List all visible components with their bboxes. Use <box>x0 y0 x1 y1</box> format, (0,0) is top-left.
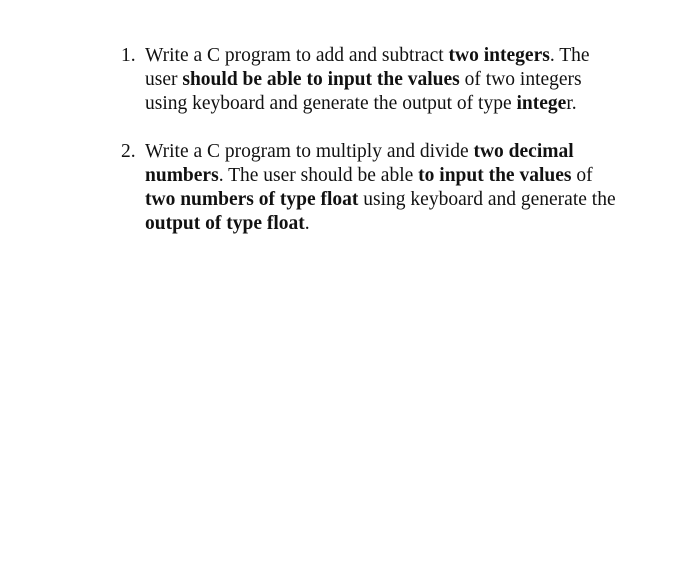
bold-segment: two decimal numbers <box>145 141 574 186</box>
list-item-text <box>145 44 621 116</box>
bold-segment: intege <box>516 93 567 114</box>
bold-segment: to input the values <box>418 165 572 186</box>
text-segment: of <box>571 165 593 186</box>
bold-segment: two numbers of type float <box>145 189 359 210</box>
list-item <box>121 140 621 236</box>
text-segment: . <box>304 213 310 234</box>
text-segment: Write a C program to multiply and divide <box>145 141 474 162</box>
bold-segment: output of type float <box>145 213 305 234</box>
text-segment: r. <box>566 93 577 114</box>
bold-segment: should be able to input the values <box>182 69 460 90</box>
text-segment: using keyboard and generate the <box>358 189 616 210</box>
text-segment: Write a C program to add and subtract <box>145 45 449 66</box>
text-segment: . The user <box>145 45 590 90</box>
bold-segment: two integers <box>448 45 550 66</box>
text-segment: of two integers using keyboard and generate the output of type <box>145 69 582 114</box>
text-segment: . The user should be able <box>218 165 419 186</box>
list-item-number: 2. <box>121 141 136 162</box>
list-item <box>121 44 621 116</box>
list-item-text <box>145 140 621 236</box>
document-body <box>121 44 621 260</box>
list-item-number: 1. <box>121 45 136 66</box>
